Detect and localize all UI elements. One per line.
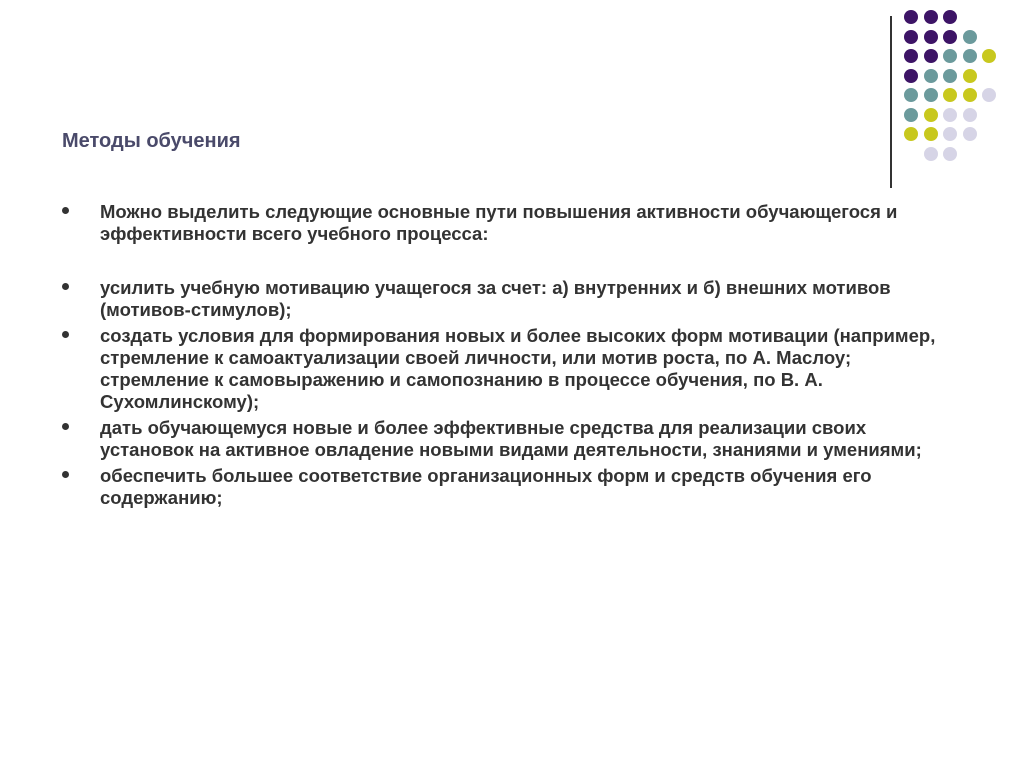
decorative-dot	[943, 127, 957, 141]
decorative-dot	[982, 88, 996, 102]
bullet-list	[62, 201, 962, 513]
decorative-dot	[963, 69, 977, 83]
decorative-dot	[963, 108, 977, 122]
decorative-dot	[963, 88, 977, 102]
bullet-item	[62, 417, 962, 461]
decorative-dot	[924, 147, 938, 161]
decorative-dot	[904, 49, 918, 63]
decorative-dot	[924, 69, 938, 83]
decorative-dot	[943, 10, 957, 24]
bullet-item	[62, 325, 962, 413]
bullet-text: дать обучающемуся новые и более эффективные средства для реализации своих установок на активное овладение новыми видами деятельности, знаниями и умениями;	[100, 417, 922, 460]
decorative-dot	[924, 30, 938, 44]
bullet-marker-icon	[62, 471, 69, 478]
decorative-dot	[963, 30, 977, 44]
decorative-dot	[924, 108, 938, 122]
decorative-dot	[943, 147, 957, 161]
bullet-item	[62, 201, 962, 245]
decorative-dot	[924, 10, 938, 24]
decorative-dot	[904, 108, 918, 122]
decorative-dot	[904, 127, 918, 141]
bullet-text: обеспечить большее соответствие организационных форм и средств обучения его содержанию;	[100, 465, 872, 508]
decorative-dot	[924, 127, 938, 141]
slide-title: Методы обучения	[62, 130, 241, 152]
decorative-dot	[904, 30, 918, 44]
bullet-text: Можно выделить следующие основные пути повышения активности обучающегося и эффективности всего учебного процесса:	[100, 201, 898, 244]
decorative-dot	[904, 10, 918, 24]
decorative-dot	[943, 88, 957, 102]
bullet-text: усилить учебную мотивацию учащегося за счет: а) внутренних и б) внешних мотивов (мотивов-стимулов);	[100, 277, 891, 320]
decorative-dot-grid	[904, 10, 1014, 170]
decorative-dot	[963, 127, 977, 141]
bullet-item	[62, 465, 962, 509]
bullet-marker-icon	[62, 331, 69, 338]
bullet-marker-icon	[62, 423, 69, 430]
bullet-marker-icon	[62, 283, 69, 290]
bullet-text: создать условия для формирования новых и более высоких форм мотивации (например, стремление к самоактуализации своей личности, или мотив роста, по А. Маслоу; стремление к самовыражению и самопознанию в процессе обучения, по В. А. Сухомлинскому);	[100, 325, 936, 412]
bullet-marker-icon	[62, 207, 69, 214]
decorative-dot	[943, 30, 957, 44]
decorative-dot	[904, 69, 918, 83]
decorative-dot	[982, 49, 996, 63]
vertical-divider	[890, 16, 892, 188]
decorative-dot	[943, 69, 957, 83]
decorative-dot	[924, 49, 938, 63]
decorative-dot	[943, 108, 957, 122]
bullet-item	[62, 277, 962, 321]
decorative-dot	[904, 88, 918, 102]
decorative-dot	[963, 49, 977, 63]
decorative-dot	[924, 88, 938, 102]
decorative-dot	[943, 49, 957, 63]
